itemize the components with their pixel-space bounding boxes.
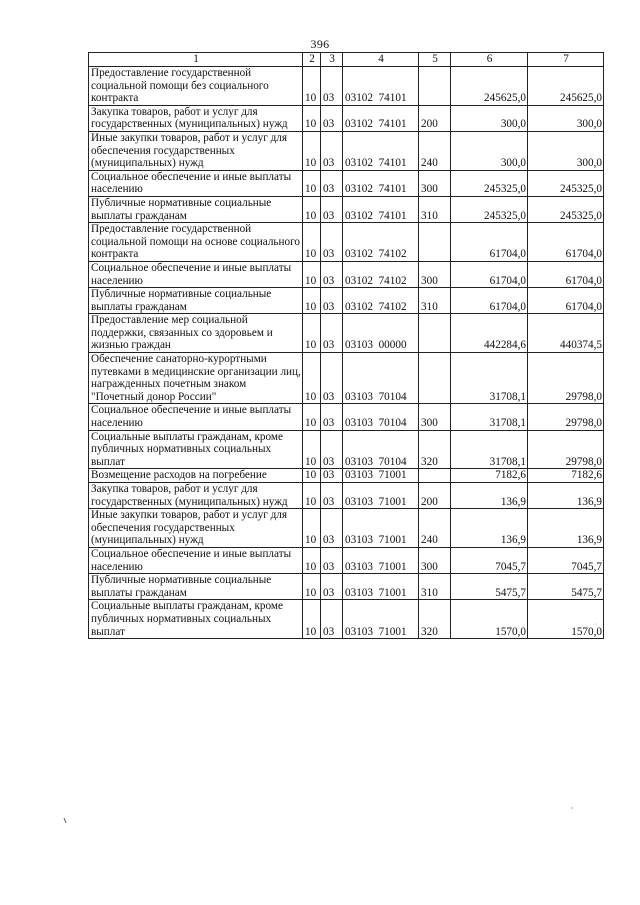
subsection-code-cell: 03 <box>321 430 343 469</box>
subsection-code-cell: 03 <box>321 547 343 573</box>
amount-col6-cell: 5475,7 <box>451 574 528 600</box>
subsection-code-cell: 03 <box>321 483 343 509</box>
target-article-cell: 03102 74101 <box>343 105 419 131</box>
subsection-code-cell: 03 <box>321 170 343 196</box>
amount-col6-cell: 245325,0 <box>451 170 528 196</box>
amount-col7-cell: 245625,0 <box>528 67 604 106</box>
target-article-cell: 03103 71001 <box>343 547 419 573</box>
item-name-cell: Публичные нормативные социальные выплаты гражданам <box>89 288 303 314</box>
subsection-code-cell: 03 <box>321 288 343 314</box>
expense-type-cell: 310 <box>419 196 451 222</box>
subsection-code-cell: 03 <box>321 314 343 353</box>
item-name-cell: Социальное обеспечение и иные выплаты населению <box>89 170 303 196</box>
subsection-code-cell: 03 <box>321 469 343 483</box>
amount-col6-cell: 7045,7 <box>451 547 528 573</box>
amount-col6-cell: 245625,0 <box>451 67 528 106</box>
page-number: 396 <box>310 37 330 51</box>
section-code-cell: 10 <box>303 67 321 106</box>
section-code-cell: 10 <box>303 600 321 639</box>
section-code-cell: 10 <box>303 430 321 469</box>
amount-col7-cell: 5475,7 <box>528 574 604 600</box>
header-cell-3: 3 <box>321 53 343 67</box>
amount-col6-cell: 442284,6 <box>451 314 528 353</box>
expense-type-cell: 200 <box>419 483 451 509</box>
subsection-code-cell: 03 <box>321 196 343 222</box>
subsection-code-cell: 03 <box>321 574 343 600</box>
section-code-cell: 10 <box>303 105 321 131</box>
item-name-cell: Предоставление государственной социальной помощи на основе социального контракта <box>89 223 303 262</box>
target-article-cell: 03103 71001 <box>343 600 419 639</box>
amount-col6-cell: 31708,1 <box>451 430 528 469</box>
expense-type-cell: 300 <box>419 170 451 196</box>
item-name-cell: Предоставление мер социальной поддержки, связанных со здоровьем и жизнью граждан <box>89 314 303 353</box>
expense-type-cell: 320 <box>419 430 451 469</box>
header-cell-6: 6 <box>451 53 528 67</box>
header-cell-2: 2 <box>303 53 321 67</box>
section-code-cell: 10 <box>303 404 321 430</box>
target-article-cell: 03102 74102 <box>343 261 419 287</box>
amount-col7-cell: 1570,0 <box>528 600 604 639</box>
item-name-cell: Социальное обеспечение и иные выплаты населению <box>89 547 303 573</box>
target-article-cell: 03103 70104 <box>343 430 419 469</box>
target-article-cell: 03103 71001 <box>343 469 419 483</box>
item-name-cell: Иные закупки товаров, работ и услуг для обеспечения государственных (муниципальных) нужд <box>89 509 303 548</box>
expense-type-cell: 300 <box>419 404 451 430</box>
amount-col7-cell: 61704,0 <box>528 261 604 287</box>
amount-col7-cell: 136,9 <box>528 483 604 509</box>
section-code-cell: 10 <box>303 574 321 600</box>
expense-type-cell: 300 <box>419 547 451 573</box>
item-name-cell: Возмещение расходов на погребение <box>89 469 303 483</box>
amount-col6-cell: 245325,0 <box>451 196 528 222</box>
section-code-cell: 10 <box>303 314 321 353</box>
target-article-cell: 03103 70104 <box>343 353 419 404</box>
amount-col7-cell: 136,9 <box>528 509 604 548</box>
target-article-cell: 03102 74102 <box>343 223 419 262</box>
section-code-cell: 10 <box>303 261 321 287</box>
expense-type-cell: 300 <box>419 261 451 287</box>
amount-col6-cell: 61704,0 <box>451 261 528 287</box>
amount-col6-cell: 61704,0 <box>451 288 528 314</box>
item-name-cell: Предоставление государственной социальной помощи без социального контракта <box>89 67 303 106</box>
section-code-cell: 10 <box>303 288 321 314</box>
section-code-cell: 10 <box>303 131 321 170</box>
header-cell-1: 1 <box>89 53 303 67</box>
item-name-cell: Социальное обеспечение и иные выплаты населению <box>89 404 303 430</box>
subsection-code-cell: 03 <box>321 353 343 404</box>
amount-col6-cell: 300,0 <box>451 105 528 131</box>
item-name-cell: Иные закупки товаров, работ и услуг для обеспечения государственных (муниципальных) нужд <box>89 131 303 170</box>
amount-col6-cell: 61704,0 <box>451 223 528 262</box>
target-article-cell: 03102 74101 <box>343 170 419 196</box>
amount-col6-cell: 31708,1 <box>451 404 528 430</box>
target-article-cell: 03103 71001 <box>343 483 419 509</box>
amount-col7-cell: 245325,0 <box>528 196 604 222</box>
section-code-cell: 10 <box>303 223 321 262</box>
target-article-cell: 03102 74101 <box>343 67 419 106</box>
amount-col7-cell: 440374,5 <box>528 314 604 353</box>
section-code-cell: 10 <box>303 196 321 222</box>
target-article-cell: 03103 70104 <box>343 404 419 430</box>
item-name-cell: Социальные выплаты гражданам, кроме публичных нормативных социальных выплат <box>89 430 303 469</box>
subsection-code-cell: 03 <box>321 67 343 106</box>
amount-col7-cell: 7045,7 <box>528 547 604 573</box>
amount-col7-cell: 61704,0 <box>528 288 604 314</box>
amount-col7-cell: 29798,0 <box>528 353 604 404</box>
subsection-code-cell: 03 <box>321 600 343 639</box>
header-cell-5: 5 <box>419 53 451 67</box>
item-name-cell: Закупка товаров, работ и услуг для государственных (муниципальных) нужд <box>89 105 303 131</box>
amount-col6-cell: 300,0 <box>451 131 528 170</box>
amount-col7-cell: 300,0 <box>528 131 604 170</box>
item-name-cell: Социальное обеспечение и иные выплаты населению <box>89 261 303 287</box>
amount-col7-cell: 29798,0 <box>528 430 604 469</box>
expense-type-cell: 240 <box>419 131 451 170</box>
header-cell-4: 4 <box>343 53 419 67</box>
amount-col6-cell: 31708,1 <box>451 353 528 404</box>
expense-type-cell: 240 <box>419 509 451 548</box>
section-code-cell: 10 <box>303 469 321 483</box>
section-code-cell: 10 <box>303 353 321 404</box>
target-article-cell: 03103 71001 <box>343 509 419 548</box>
target-article-cell: 03102 74102 <box>343 288 419 314</box>
item-name-cell: Публичные нормативные социальные выплаты гражданам <box>89 196 303 222</box>
target-article-cell: 03102 74101 <box>343 196 419 222</box>
section-code-cell: 10 <box>303 509 321 548</box>
expense-type-cell: 320 <box>419 600 451 639</box>
amount-col6-cell: 136,9 <box>451 509 528 548</box>
expense-type-cell: 310 <box>419 288 451 314</box>
target-article-cell: 03103 00000 <box>343 314 419 353</box>
item-name-cell: Социальные выплаты гражданам, кроме публичных нормативных социальных выплат <box>89 600 303 639</box>
subsection-code-cell: 03 <box>321 509 343 548</box>
expense-type-cell: 310 <box>419 574 451 600</box>
subsection-code-cell: 03 <box>321 105 343 131</box>
amount-col6-cell: 1570,0 <box>451 600 528 639</box>
amount-col7-cell: 245325,0 <box>528 170 604 196</box>
item-name-cell: Закупка товаров, работ и услуг для государственных (муниципальных) нужд <box>89 483 303 509</box>
amount-col6-cell: 7182,6 <box>451 469 528 483</box>
target-article-cell: 03102 74101 <box>343 131 419 170</box>
item-name-cell: Обеспечение санаторно-курортными путевками в медицинские организации лиц, награжденных почетным знаком "Почетный донор России" <box>89 353 303 404</box>
expense-type-cell: 200 <box>419 105 451 131</box>
item-name-cell: Публичные нормативные социальные выплаты гражданам <box>89 574 303 600</box>
subsection-code-cell: 03 <box>321 404 343 430</box>
amount-col7-cell: 61704,0 <box>528 223 604 262</box>
target-article-cell: 03103 71001 <box>343 574 419 600</box>
subsection-code-cell: 03 <box>321 261 343 287</box>
amount-col7-cell: 29798,0 <box>528 404 604 430</box>
amount-col7-cell: 300,0 <box>528 105 604 131</box>
section-code-cell: 10 <box>303 170 321 196</box>
subsection-code-cell: 03 <box>321 131 343 170</box>
section-code-cell: 10 <box>303 547 321 573</box>
amount-col6-cell: 136,9 <box>451 483 528 509</box>
subsection-code-cell: 03 <box>321 223 343 262</box>
header-cell-7: 7 <box>528 53 604 67</box>
section-code-cell: 10 <box>303 483 321 509</box>
amount-col7-cell: 7182,6 <box>528 469 604 483</box>
